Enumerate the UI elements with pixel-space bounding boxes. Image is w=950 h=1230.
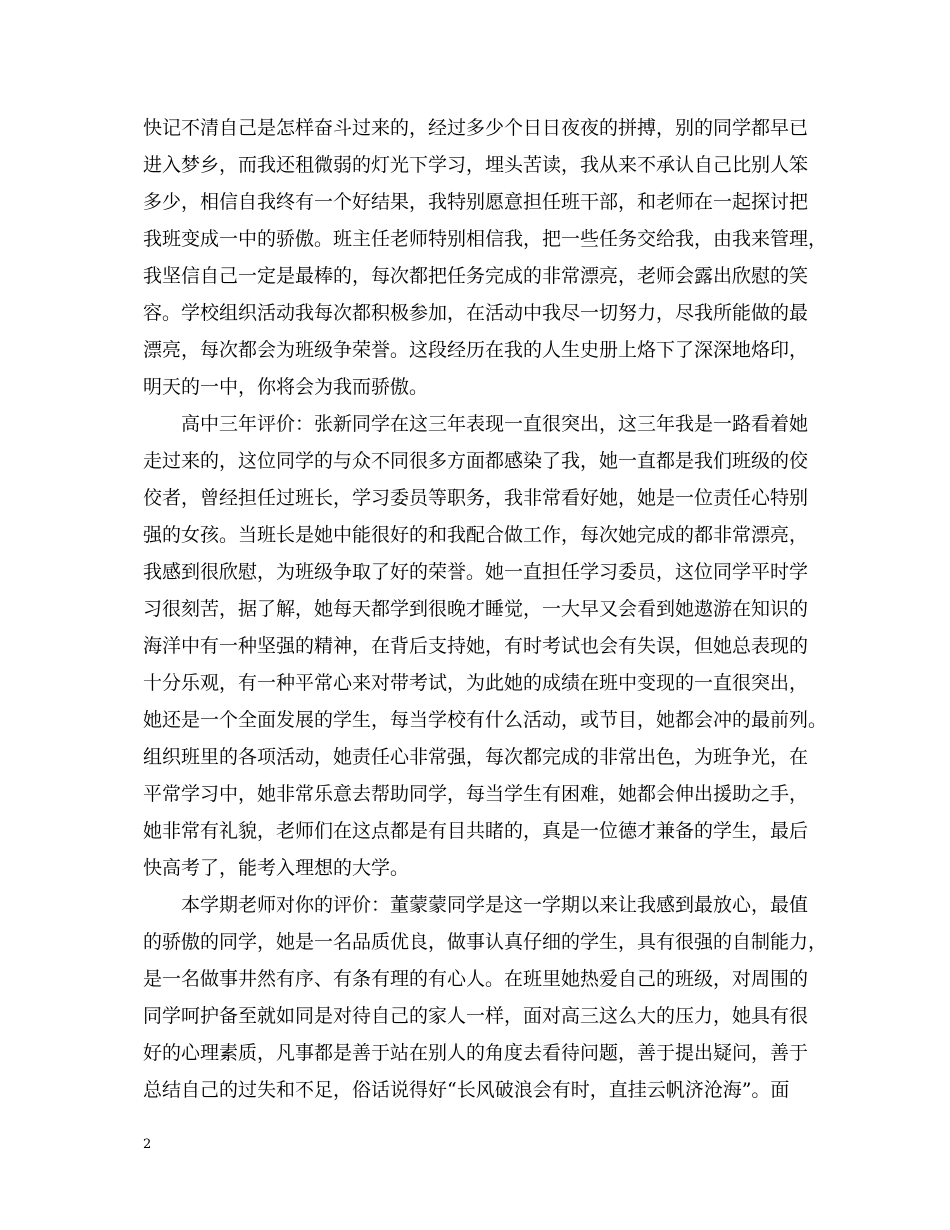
text-line: 好的心理素质，凡事都是善于站在别人的角度去看待问题，善于提出疑问，善于 — [143, 1042, 809, 1064]
text-line: 快记不清自己是怎样奋斗过来的，经过多少个日日夜夜的拼搏，别的同学都早已 — [143, 117, 809, 139]
text-line: 十分乐观，有一种平常心来对带考试，为此她的成绩在班中变现的一直很突出， — [143, 672, 809, 694]
text-line: 总结自己的过失和不足，俗话说得好“长风破浪会有时，直挂云帆济沧海”。面 — [143, 1079, 790, 1101]
text-line: 明天的一中，你将会为我而骄傲。 — [143, 376, 429, 398]
paragraph-start-line: 本学期老师对你的评价：董蒙蒙同学是这一学期以来让我感到最放心，最值 — [143, 894, 809, 916]
text-line: 我坚信自己一定是最棒的，每次都把任务完成的非常漂亮，老师会露出欣慰的笑 — [143, 265, 809, 287]
text-line: 组织班里的各项活动，她责任心非常强，每次都完成的非常出色，为班争光，在 — [143, 746, 809, 768]
text-line: 海洋中有一种坚强的精神，在背后支持她，有时考试也会有失误，但她总表现的 — [143, 635, 809, 657]
text-line: 同学呵护备至就如同是对待自己的家人一样，面对高三这么大的压力，她具有很 — [143, 1005, 809, 1027]
text-line: 强的女孩。当班长是她中能很好的和我配合做工作，每次她完成的都非常漂亮， — [143, 524, 809, 546]
text-line: 容。学校组织活动我每次都积极参加，在活动中我尽一切努力，尽我所能做的最 — [143, 302, 809, 324]
text-line: 多少，相信自我终有一个好结果，我特别愿意担任班干部，和老师在一起探讨把 — [143, 191, 809, 213]
text-line: 她还是一个全面发展的学生，每当学校有什么活动，或节目，她都会冲的最前列。 — [143, 709, 828, 731]
text-line: 的骄傲的同学，她是一名品质优良，做事认真仔细的学生，具有很强的自制能力， — [143, 931, 828, 953]
paragraph-start-line: 高中三年评价：张新同学在这三年表现一直很突出，这三年我是一路看着她 — [143, 413, 809, 435]
text-line: 习很刻苦，据了解，她每天都学到很晚才睡觉，一大早又会看到她遨游在知识的 — [143, 598, 809, 620]
text-line: 走过来的，这位同学的与众不同很多方面都感染了我，她一直都是我们班级的佼 — [143, 450, 809, 472]
text-line: 平常学习中，她非常乐意去帮助同学，每当学生有困难，她都会伸出援助之手， — [143, 783, 809, 805]
page-number: 2 — [143, 1137, 152, 1152]
text-line: 快高考了，能考入理想的大学。 — [143, 857, 410, 879]
text-line: 进入梦乡，而我还租微弱的灯光下学习，埋头苦读，我从来不承认自己比别人笨 — [143, 154, 809, 176]
text-line: 漂亮，每次都会为班级争荣誉。这段经历在我的人生史册上烙下了深深地烙印， — [143, 339, 809, 361]
text-line: 我感到很欣慰，为班级争取了好的荣誉。她一直担任学习委员，这位同学平时学 — [143, 561, 809, 583]
text-line: 是一名做事井然有序、有条有理的有心人。在班里她热爱自己的班级，对周围的 — [143, 968, 809, 990]
text-line: 佼者，曾经担任过班长，学习委员等职务，我非常看好她，她是一位责任心特别 — [143, 487, 809, 509]
text-line: 我班变成一中的骄傲。班主任老师特别相信我，把一些任务交给我，由我来管理， — [143, 228, 828, 250]
text-line: 她非常有礼貌，老师们在这点都是有目共睹的，真是一位德才兼备的学生，最后 — [143, 820, 809, 842]
